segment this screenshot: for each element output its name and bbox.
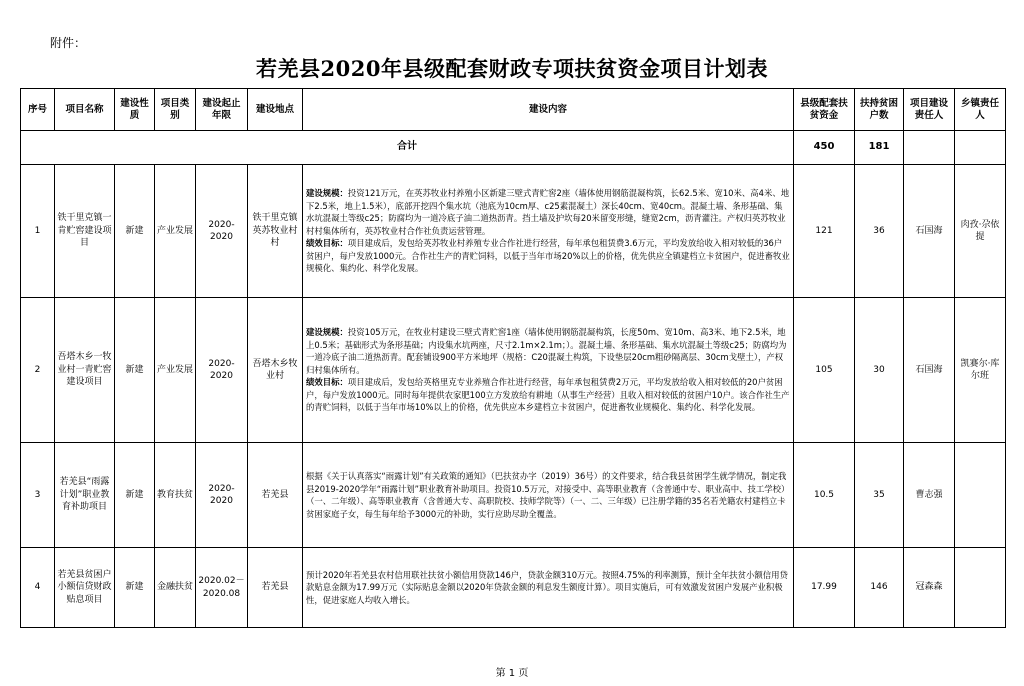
row-fund: 105: [794, 298, 855, 443]
total-town-person: [955, 131, 1006, 165]
row-manager: 石国海: [904, 298, 955, 443]
total-row: [21, 131, 1006, 165]
row-fund: 121: [794, 165, 855, 298]
row-households: 30: [855, 298, 904, 443]
col-header-fund: 县级配套扶贫资金: [794, 89, 855, 131]
table-row: [21, 548, 1006, 628]
scale-text: 投资105万元，在牧业村建设三壁式青贮窖1座（墙体使用钢筋混凝构筑，长度50m、宽10m、高3米、地下2.5米，地上0.5米；基础形式为条形基础；内设集水坑两座，尺寸2.1m×2.1m；）。混凝土墙、条形基础、集水坑混凝土等级c25；防腐均为一道冷底子油二道热沥青。配套铺设900平方米地坪（规格：C20混凝土构筑，下设垫层20cm粗砂隔离层、30cm戈壁土），产权归村集体所有。: [306, 327, 787, 375]
table-row: [21, 298, 1006, 443]
row-category: 金融扶贫: [155, 548, 196, 628]
goal-label: 绩效目标：: [306, 238, 348, 249]
row-fund: 17.99: [794, 548, 855, 628]
row-seq: 3: [21, 443, 55, 548]
row-period: 2020-2020: [196, 165, 248, 298]
row-location: 铁干里克镇英苏牧业村村: [248, 165, 303, 298]
row-seq: 2: [21, 298, 55, 443]
row-town-person: [955, 548, 1006, 628]
row-town-person: 凯赛尔·库尔班: [955, 298, 1006, 443]
row-name: 吾塔木乡一牧业村一青贮窖建设项目: [55, 298, 115, 443]
col-header-households: 扶持贫困户数: [855, 89, 904, 131]
col-header-location: 建设地点: [248, 89, 303, 131]
scale-text: 投资121万元，在英苏牧业村养殖小区新建三壁式青贮窖2座（墙体使用钢筋混凝构筑，长62.5米、宽10米、高4米、地下2.5米，地上1.5米），底部开挖四个集水坑（池底为10cm厚、c25素混凝土）深长40cm、宽40cm。混凝土墙、条形基础、集水坑混凝土等级c25；防腐均为一道冷底子油二道热沥青。挡土墙及护坎每20米留变形缝，缝宽2cm，沥青灌注。产权归英苏牧业村村集体所有，英苏牧业村合作社负责运营管理。: [306, 188, 790, 236]
col-header-content: 建设内容: [303, 89, 794, 131]
row-nature: 新建: [115, 443, 155, 548]
row-location: 若羌县: [248, 443, 303, 548]
table-row: [21, 165, 1006, 298]
row-content: 预计2020年若羌县农村信用联社扶贫小额信用贷款146户，贷款金额310万元。按照4.75%的利率测算，预计全年扶贫小额信用贷款贴息金额为17.99万元（实际贴息金额以2020年贷款金额的利息发生额度计算）。项目实施后，可有效激发贫困户发展产业积极性，促进家庭人均收入增长。: [303, 548, 794, 628]
project-plan-table: [20, 88, 1006, 628]
col-header-manager: 项目建设责任人: [904, 89, 955, 131]
col-header-seq: 序号: [21, 89, 55, 131]
row-nature: 新建: [115, 548, 155, 628]
row-households: 146: [855, 548, 904, 628]
row-location: 若羌县: [248, 548, 303, 628]
row-manager: 石国海: [904, 165, 955, 298]
col-header-nature: 建设性质: [115, 89, 155, 131]
row-manager: 冠森森: [904, 548, 955, 628]
col-header-period: 建设起止年限: [196, 89, 248, 131]
row-town-person: [955, 443, 1006, 548]
row-households: 35: [855, 443, 904, 548]
attachment-label: 附件：: [50, 36, 87, 50]
table-header-row: [21, 89, 1006, 131]
row-content: 根据《关于认真落实“雨露计划”有关政策的通知》（巴扶贫办字（2019）36号）的文件要求，结合我县贫困学生就学情况，制定我县2019-2020学年“雨露计划”职业教育补助项目。投资10.5万元，对接受中、高等职业教育（含普通中专、职业高中、技工学校）（一、二年级）、高等职业教育（含普通大专、高职院校、技师学院等）（一、二、三年级）已注册学籍的35名若羌籍农村建档立卡贫困家庭子女，每生每年给予3000元的补助，实行应助尽助全覆盖。: [303, 443, 794, 548]
row-name: 若羌县贫困户小额信贷财政贴息项目: [55, 548, 115, 628]
goal-text: 项目建成后，发包给英格里克专业养殖合作社进行经营，每年承包租赁费2万元，平均发放给收入相对较低的20户贫困户，每户发放1000元。同时每年提供农家肥100立方发放给有耕地（从事生产经营）且收入相对较低的贫困户10户。该合作社生产的青贮饲料，以低于当年市场10%以上的价格，优先供应本乡建档立卡贫困户，促进畜牧业规模化、集约化、科学化发展。: [306, 377, 790, 413]
col-header-name: 项目名称: [55, 89, 115, 131]
row-manager: 曹志强: [904, 443, 955, 548]
row-nature: 新建: [115, 298, 155, 443]
row-name: 若羌县“雨露计划”职业教育补助项目: [55, 443, 115, 548]
scale-label: 建设规模：: [306, 188, 348, 199]
total-manager: [904, 131, 955, 165]
row-fund: 10.5: [794, 443, 855, 548]
col-header-category: 项目类别: [155, 89, 196, 131]
total-households: 181: [855, 131, 904, 165]
row-period: 2020-2020: [196, 298, 248, 443]
scale-label: 建设规模：: [306, 327, 348, 338]
total-fund: 450: [794, 131, 855, 165]
row-category: 教育扶贫: [155, 443, 196, 548]
row-content: [303, 165, 794, 298]
row-town-person: 肉孜·尕依提: [955, 165, 1006, 298]
goal-label: 绩效目标：: [306, 377, 348, 388]
row-nature: 新建: [115, 165, 155, 298]
row-category: 产业发展: [155, 165, 196, 298]
goal-text: 项目建成后，发包给英苏牧业村养殖专业合作社进行经营，每年承包租赁费3.6万元，平均发放给收入相对较低的36户贫困户，每户发放1000元。合作社生产的青贮饲料，以低于当年市场20%以上的价格，优先供应全镇建档立卡贫困户，促进畜牧业规模化、集约化、科学化发展。: [306, 238, 790, 274]
row-seq: 4: [21, 548, 55, 628]
row-category: 产业发展: [155, 298, 196, 443]
col-header-town-person: 乡镇责任人: [955, 89, 1006, 131]
page-number: 第 1 页: [495, 668, 529, 679]
page-title: 若羌县2020年县级配套财政专项扶贫资金项目计划表: [256, 56, 768, 81]
row-period: 2020-2020: [196, 443, 248, 548]
row-period: 2020.02－2020.08: [196, 548, 248, 628]
row-seq: 1: [21, 165, 55, 298]
row-households: 36: [855, 165, 904, 298]
row-content: [303, 298, 794, 443]
total-label: 合计: [21, 131, 794, 165]
row-location: 吾塔木乡牧业村: [248, 298, 303, 443]
table-row: [21, 443, 1006, 548]
row-name: 铁干里克镇一肯贮窖建设项目: [55, 165, 115, 298]
